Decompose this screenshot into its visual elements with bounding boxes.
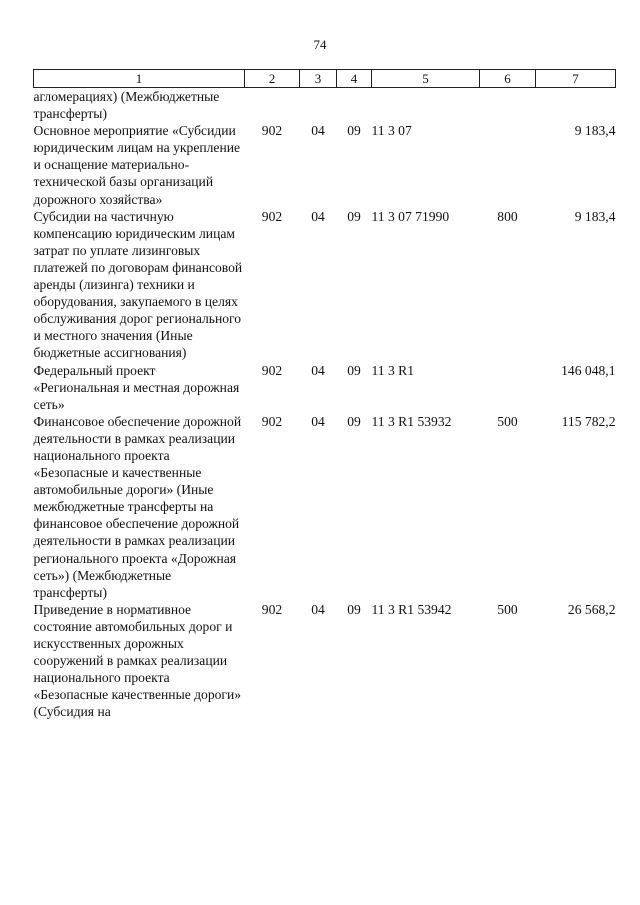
- row-section: 04: [311, 208, 325, 224]
- row-name: Основное мероприятие «Субсидии юридическим лицам на укрепление и оснащение материально-технической базы организаций дорожного хозяйства»: [33, 123, 241, 207]
- row-section: 04: [311, 362, 325, 378]
- row-ministry: [245, 88, 300, 123]
- row-target: 11 3 07 71990: [371, 208, 450, 224]
- table-row: [34, 601, 616, 721]
- row-section: [300, 88, 337, 123]
- row-expense: [480, 88, 536, 123]
- column-header-section: 3: [300, 70, 337, 88]
- row-amount: 115 782,2: [561, 413, 616, 429]
- row-expense: 500: [497, 413, 518, 429]
- row-name: Субсидии на частичную компенсацию юридическим лицам затрат по уплате лизинговых платежей по договорам финансовой аренды (лизинга) техники и оборудования, закупаемого в целях обслуживания дорог регионального и местного значения (Иные бюджетные ассигнования): [33, 208, 243, 361]
- row-ministry: 902: [261, 362, 283, 378]
- row-name: Приведение в нормативное состояние автомобильных дорог и искусственных дорожных сооружений в рамках реализации национального проекта «Безопасные качественные дороги» (Субсидия на: [33, 601, 242, 720]
- row-amount: 26 568,2: [567, 601, 616, 617]
- row-amount: 146 048,1: [561, 362, 616, 378]
- row-amount: 9 183,4: [574, 208, 616, 224]
- row-ministry: 902: [261, 123, 283, 139]
- page-number: 74: [313, 37, 327, 52]
- budget-table: [33, 69, 616, 720]
- row-subsection: 09: [347, 413, 361, 429]
- row-ministry: 902: [261, 208, 283, 224]
- row-subsection: [337, 88, 372, 123]
- row-subsection: 09: [347, 123, 361, 139]
- row-expense: [480, 362, 536, 413]
- row-name: Федеральный проект «Региональная и местная дорожная сеть»: [33, 362, 240, 412]
- row-target: 11 3 07: [371, 123, 412, 139]
- column-header-expense: 6: [480, 70, 536, 88]
- row-section: 04: [311, 123, 325, 139]
- row-amount: 9 183,4: [574, 123, 616, 139]
- row-expense: 500: [497, 601, 518, 617]
- column-header-subsection: 4: [337, 70, 372, 88]
- row-target: [372, 88, 480, 123]
- row-expense: [480, 122, 536, 207]
- row-ministry: 902: [261, 601, 283, 617]
- row-expense: 800: [497, 208, 518, 224]
- row-name: Финансовое обеспечение дорожной деятельности в рамках реализации национального проекта «Безопасные и качественные автомобильные дороги» (Иные межбюджетные трансферты на финансовое обеспечение дорожной деятельности в рамках реализации регионального проекта «Дорожная сеть») (Межбюджетные трансферты): [33, 413, 242, 600]
- row-target: 11 3 R1 53942: [371, 601, 452, 617]
- table-row: [34, 362, 616, 413]
- row-subsection: 09: [347, 362, 361, 378]
- row-amount: [536, 88, 616, 123]
- row-subsection: 09: [347, 601, 361, 617]
- table-header-row: [34, 70, 616, 88]
- row-section: 04: [311, 413, 325, 429]
- row-ministry: 902: [261, 413, 283, 429]
- column-header-target: 5: [372, 70, 480, 88]
- table-row: [34, 208, 616, 362]
- column-header-ministry: 2: [245, 70, 300, 88]
- table-row: [34, 88, 616, 123]
- row-target: 11 3 R1 53932: [371, 413, 452, 429]
- table-row: [34, 122, 616, 207]
- column-header-name: 1: [34, 70, 245, 88]
- row-name: агломерациях) (Межбюджетные трансферты): [33, 89, 220, 122]
- row-section: 04: [311, 601, 325, 617]
- row-subsection: 09: [347, 208, 361, 224]
- table-row: [34, 413, 616, 601]
- row-target: 11 3 R1: [371, 362, 415, 378]
- column-header-amount: 7: [536, 70, 616, 88]
